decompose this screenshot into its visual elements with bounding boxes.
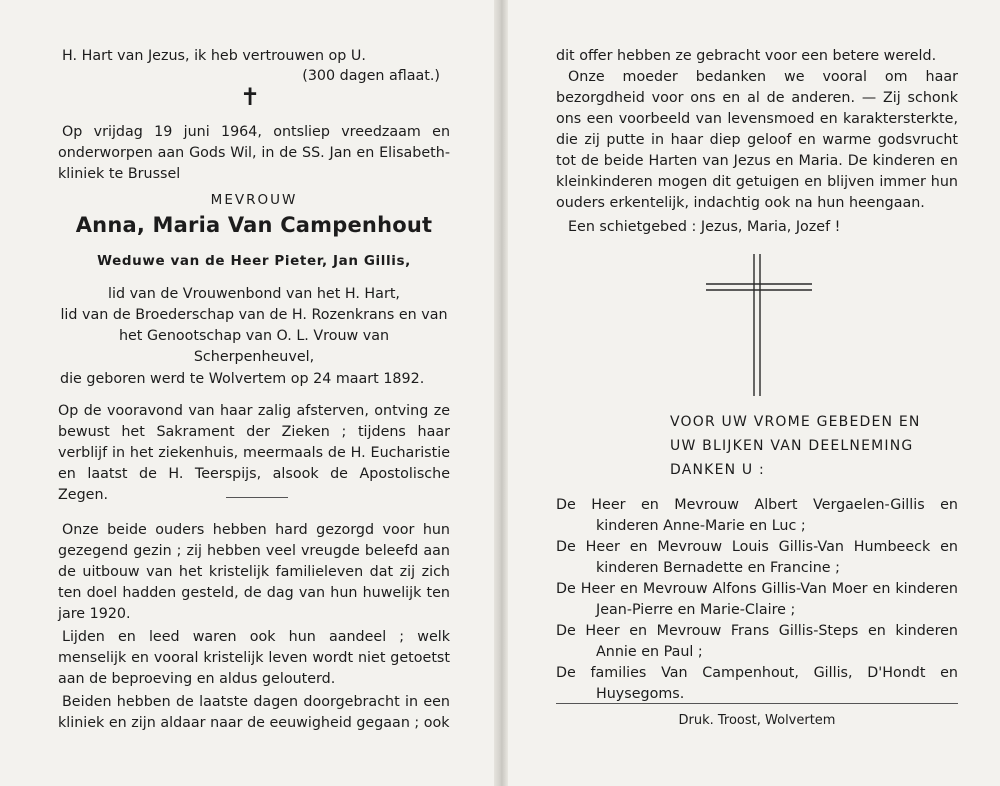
membership-line: lid van de Broederschap van de H. Rozenkrans en van [60,307,448,323]
prayer-line: H. Hart van Jezus, ik heb vertrouwen op U. [62,48,366,64]
thanks-line: UW BLIJKEN VAN DEELNEMING [670,438,914,454]
membership-line: lid van de Vrouwenbond van het H. Hart, [108,286,400,302]
death-notice: Op vrijdag 19 juni 1964, ontsliep vreedzaam en onderworpen aan Gods Wil, in de SS. Jan en Elisabeth-kliniek te Brussel [58,124,450,182]
suffering-paragraph: Lijden en leed waren ook hun aandeel ; welk menselijk en vooral kristelijk leven wordt niet getoetst aan de beproeving en aldus gelouterd. [58,629,450,687]
indulgence-note: (300 dagen aflaat.) [302,68,440,84]
sacraments-paragraph: Op de vooravond van haar zalig afsterven, ontving ze bewust het Sakrament der Zieken ; tijdens haar verblijf in het ziekenhuis, meermaals de H. Eucharistie en laatst de H. Teerspijs, alsook de Apostolische Zegen. [58,403,450,503]
membership-line: het Genootschap van O. L. Vrouw van Scherpenheuvel, [118,328,390,365]
card-fold [494,0,508,786]
widow-of: Weduwe van de Heer Pieter, Jan Gillis, [97,253,411,269]
family-entry: De Heer en Mevrouw Albert Vergaelen-Gillis en kinderen Anne-Marie en Luc ; [556,497,958,534]
mother-paragraph: Onze moeder bedanken we vooral om haar bezorgdheid voor ons en al de anderen. — Zij schonk ons een voorbeeld van levensmoed en karaktersterkte, die zij putte in haar diep geloof en warme godsvrucht tot de beide Harten van Jezus en Maria. De kinderen en kleinkinderen mogen dit getuigen en blijven immer hun ouders erkentelijk, indachtig ook na hun heengaan. [556,69,958,211]
birth-line: die geboren werd te Wolvertem op 24 maart 1892. [60,371,425,387]
thanks-block [670,410,958,482]
short-prayer: Een schietgebed : Jezus, Maria, Jozef ! [568,219,841,235]
thanks-line: DANKEN U : [670,462,765,478]
large-cross-icon [704,250,816,400]
family-list [556,495,958,705]
family-entry: De families Van Campenhout, Gillis, D'Hondt en Huysegoms. [556,665,958,702]
honorific: MEVROUW [210,192,298,208]
divider [226,497,288,498]
memberships [58,284,450,368]
deceased-name: Anna, Maria Van Campenhout [75,213,433,237]
small-cross-icon: ✝ [239,83,261,111]
printer-credit: Druk. Troost, Wolvertem [678,713,836,728]
continuation-line: dit offer hebben ze gebracht voor een betere wereld. [556,48,937,64]
last-days-paragraph: Beiden hebben de laatste dagen doorgebracht in een kliniek en zijn aldaar naar de eeuwigheid gegaan ; ook [58,694,450,731]
family-entry: De Heer en Mevrouw Frans Gillis-Steps en kinderen Annie en Paul ; [556,623,958,660]
family-paragraph: Onze beide ouders hebben hard gezorgd voor hun gezegend gezin ; zij hebben veel vreugde beleefd aan de uitbouw van het kristelijk familieleven dat zij zich ten doel hadden gesteld, de dag van hun huwelijk ten jare 1920. [58,522,450,622]
thanks-line: VOOR UW VROME GEBEDEN EN [670,414,921,430]
family-entry: De Heer en Mevrouw Alfons Gillis-Van Moer en kinderen Jean-Pierre en Marie-Claire ; [556,581,958,618]
right-page [556,0,958,786]
left-page [58,0,450,786]
bottom-divider [556,703,958,704]
family-entry: De Heer en Mevrouw Louis Gillis-Van Humbeeck en kinderen Bernadette en Francine ; [556,539,958,576]
